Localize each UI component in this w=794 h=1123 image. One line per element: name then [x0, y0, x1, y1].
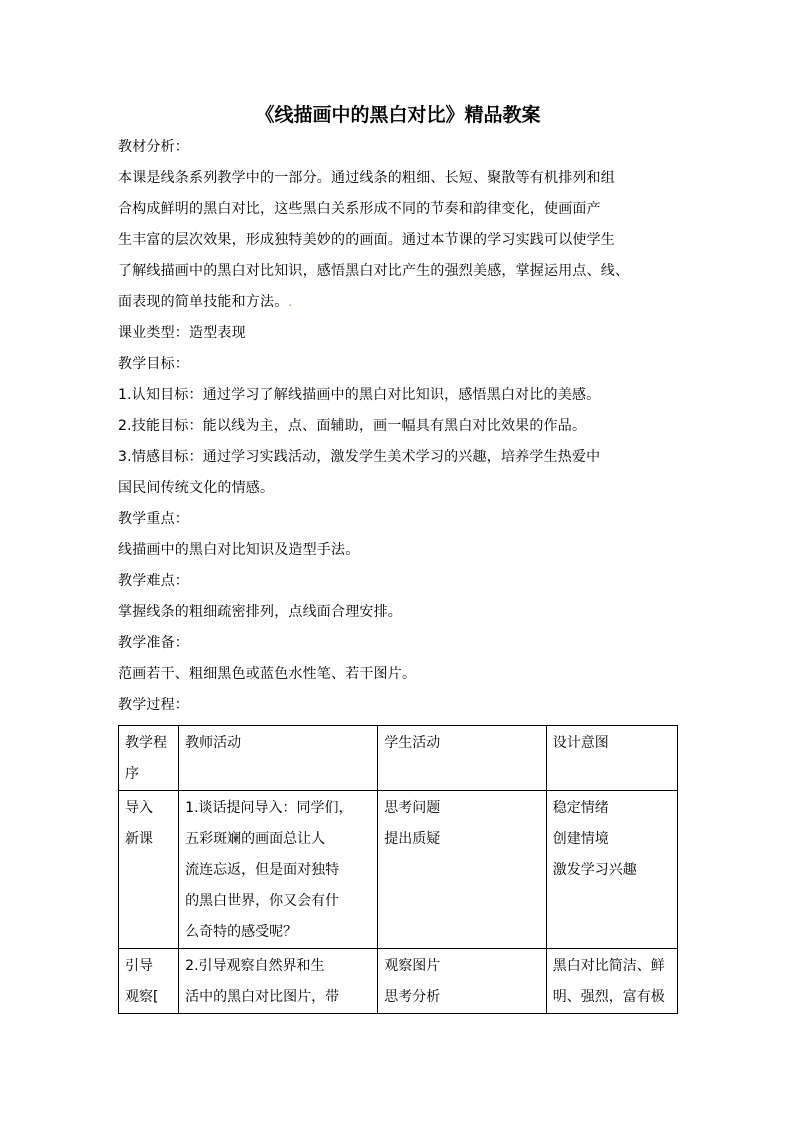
header-text: 设计意图 — [552, 735, 609, 751]
cell-line: 引导 — [125, 958, 153, 974]
goal-item: 3.情感目标：通过学习实践活动，激发学生美术学习的兴趣，培养学生热爱中 — [118, 449, 601, 465]
cell-line: 黑白对比简洁、鲜 — [552, 958, 665, 974]
difficulty-heading: 教学难点： — [118, 573, 189, 589]
cell-line: 思考问题 — [384, 800, 441, 816]
cell-line: 么奇特的感受呢？ — [185, 924, 298, 940]
cell-line: 创建情境 — [552, 831, 609, 847]
key-text: 线描画中的黑白对比知识及造型手法。 — [118, 542, 360, 558]
table-row — [119, 791, 678, 949]
prep-text: 范画若干、粗细黑色或蓝色水性笔、若干图片。 — [118, 666, 417, 682]
header-text: 学生活动 — [384, 735, 441, 751]
cell-line: 2.引导观察自然界和生 — [185, 958, 325, 974]
cell-line: 思考分析 — [384, 989, 441, 1005]
table-header-row — [119, 726, 678, 791]
analysis-line: 生丰富的层次效果，形成独特美妙的的画面。通过本节课的学习实践可以使学生 — [118, 232, 615, 248]
analysis-line: 合构成鲜明的黑白对比，这些黑白关系形成不同的节奏和韵律变化，使画面产 — [118, 201, 601, 217]
cell-line: 提出质疑 — [384, 831, 441, 847]
cell-teacher — [179, 949, 378, 1014]
cell-line: 导入 — [125, 800, 153, 816]
cell-step — [119, 949, 179, 1014]
header-text: 教学程 — [125, 735, 167, 751]
document-page — [118, 98, 678, 1014]
cell-line: 流连忘返，但是面对独特 — [185, 862, 340, 878]
cell-line: 五彩斑斓的画面总让人 — [185, 831, 326, 847]
header-student — [378, 726, 546, 791]
goal-item: 国民间传统文化的情感。 — [118, 480, 275, 496]
goals-heading: 教学目标： — [118, 356, 189, 372]
cell-line: 1.谈话提问导入：同学们， — [185, 800, 353, 816]
header-teacher — [179, 726, 378, 791]
prep-heading: 教学准备： — [118, 635, 189, 651]
header-text: 序 — [125, 766, 139, 782]
goal-item: 1.认知目标：通过学习了解线描画中的黑白对比知识，感悟黑白对比的美感。 — [118, 387, 601, 403]
cell-line: 新课 — [125, 831, 153, 847]
analysis-line: 了解线描画中的黑白对比知识，感悟黑白对比产生的强烈美感，掌握运用点、线、 — [118, 263, 630, 279]
stray-dot: . — [288, 295, 293, 309]
key-heading: 教学重点： — [118, 511, 189, 527]
document-title: 《线描画中的黑白对比》精品教案 — [255, 104, 541, 126]
cell-line: 稳定情绪 — [552, 800, 609, 816]
header-intent — [546, 726, 677, 791]
cell-line: 明、强烈，富有极 — [552, 989, 665, 1005]
process-heading: 教学过程： — [118, 697, 189, 713]
analysis-heading: 教材分析： — [118, 139, 189, 155]
analysis-line-text: 面表现的简单技能和方法。 — [118, 294, 289, 310]
header-text: 教师活动 — [185, 735, 242, 751]
goal-item: 2.技能目标：能以线为主，点、面辅助，画一幅具有黑白对比效果的作品。 — [118, 418, 587, 434]
cell-line: 激发学习兴趣 — [552, 862, 637, 878]
process-table — [118, 725, 678, 1014]
cell-step — [119, 791, 179, 949]
cell-line: 观察[ — [125, 989, 159, 1005]
analysis-line: 本课是线条系列教学中的一部分。通过线条的粗细、长短、聚散等有机排列和组 — [118, 170, 615, 186]
cell-intent — [546, 949, 677, 1014]
cell-intent — [546, 791, 677, 949]
header-step — [119, 726, 179, 791]
lesson-type: 课业类型：造型表现 — [118, 325, 246, 341]
table-row — [119, 949, 678, 1014]
cell-student — [378, 949, 546, 1014]
cell-line: 的黑白世界，你又会有什 — [185, 893, 340, 909]
cell-teacher — [179, 791, 378, 949]
cell-student — [378, 791, 546, 949]
cell-line: 活中的黑白对比图片，带 — [185, 989, 340, 1005]
cell-line: 观察图片 — [384, 958, 441, 974]
analysis-line-last — [118, 287, 678, 318]
difficulty-text: 掌握线条的粗细疏密排列，点线面合理安排。 — [118, 604, 402, 620]
